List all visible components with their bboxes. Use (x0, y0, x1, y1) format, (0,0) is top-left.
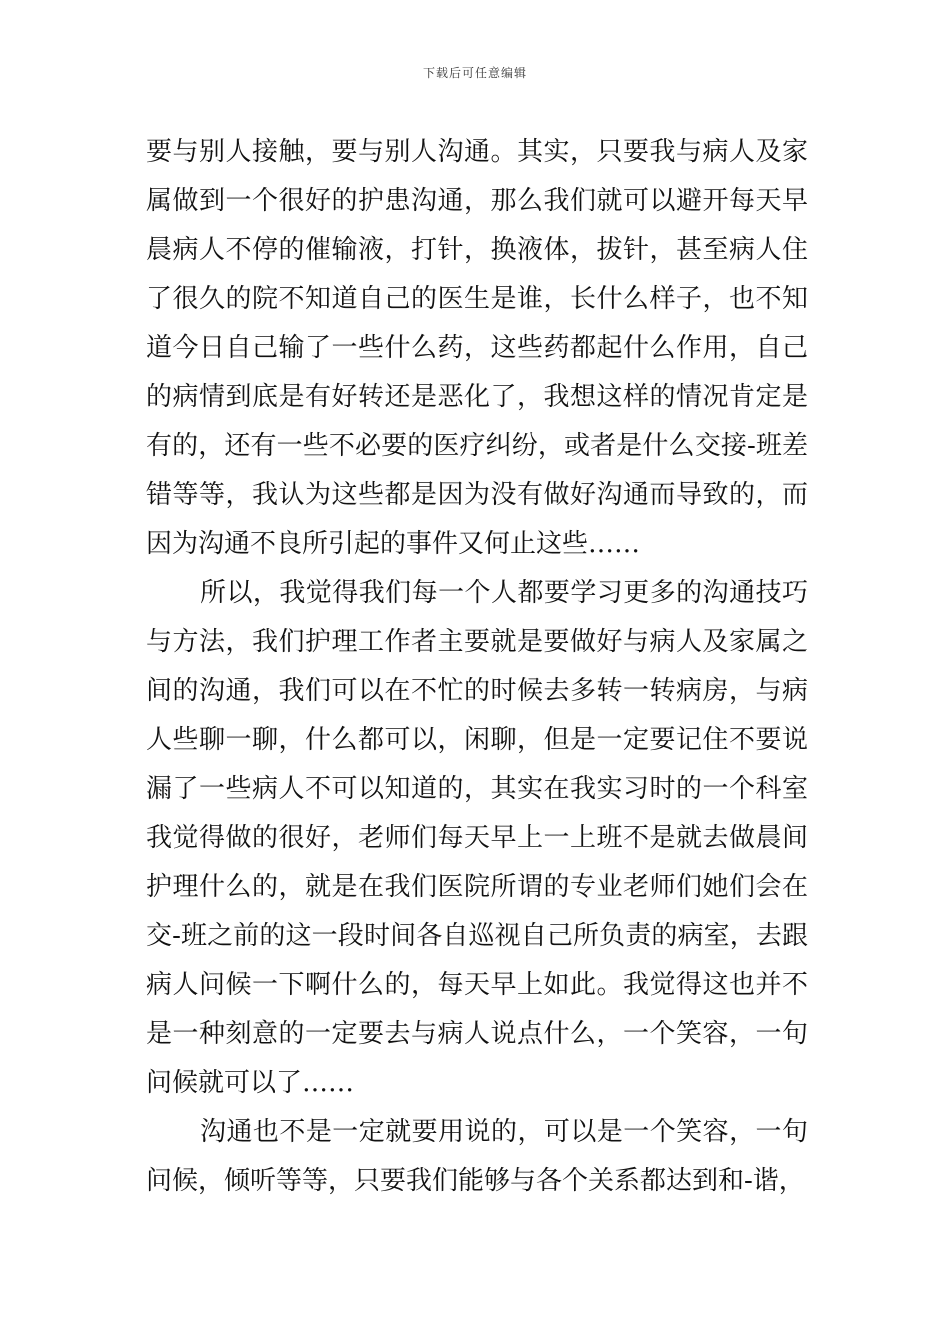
paragraph-continuation: 要与别人接触，要与别人沟通。其实，只要我与病人及家属做到一个很好的护患沟通，那么我们就可以避开每天早晨病人不停的催输液，打针，换液体，拔针，甚至病人住了很久的院不知道自己的医生是谁，长什么样子，也不知道今日自己输了一些什么药，这些药都起什么作用，自己的病情到底是有好转还是恶化了，我想这样的情况肯定是有的，还有一些不必要的医疗纠纷，或者是什么交接-班差错等等，我认为这些都是因为没有做好沟通而导致的，而因为沟通不良所引起的事件又何止这些…… (146, 137, 808, 559)
document-body (146, 128, 808, 1206)
header-note: 下载后可任意编辑 (422, 66, 527, 80)
paragraph-communication-skills: 所以，我觉得我们每一个人都要学习更多的沟通技巧与方法，我们护理工作者主要就是要做好与病人及家属之间的沟通，我们可以在不忙的时候去多转一转病房，与病人些聊一聊，什么都可以，闲聊，但是一定要记住不要说漏了一些病人不可以知道的，其实在我实习时的一个科室我觉得做的很好，老师们每天早上一上班不是就去做晨间护理什么的，就是在我们医院所谓的专业老师们她们会在交-班之前的这一段时间各自巡视自己所负责的病室，去跟病人问候一下啊什么的，每天早上如此。我觉得这也并不是一种刻意的一定要去与病人说点什么，一个笑容，一句问候就可以了…… (146, 578, 808, 1098)
paragraph-nonverbal-communication: 沟通也不是一定就要用说的，可以是一个笑容，一句问候，倾听等等，只要我们能够与各个关系都达到和-谐， (146, 1117, 808, 1196)
